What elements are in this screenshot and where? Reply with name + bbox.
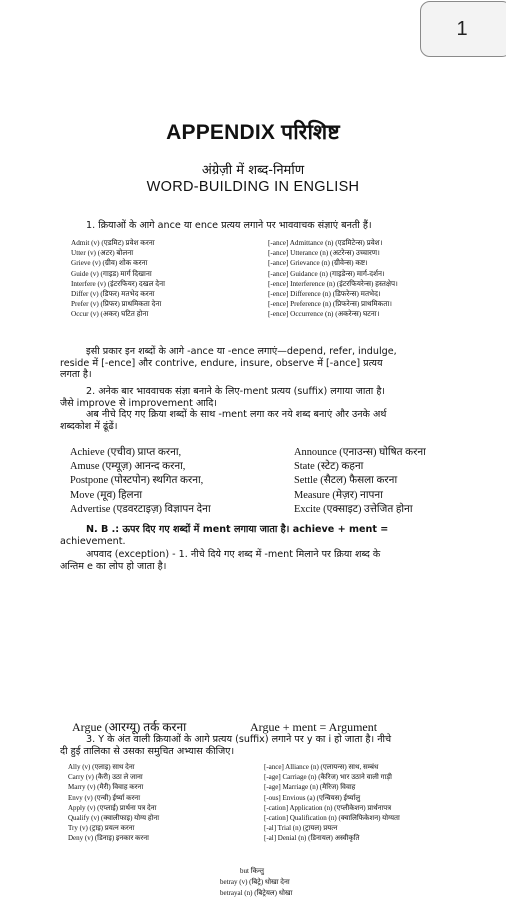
list-item: [-ence] Preference (n) (प्रिफरेन्स) प्राथमिकता। [268,300,392,309]
list-item: [-ence] Difference (n) (डिफरेन्स) मतभेद। [268,290,381,299]
nb-note [60,524,456,547]
text-line: 2. अनेक बार भाववाचक संज्ञा बनाने के लिए-ment प्रत्यय (suffix) लगाया जाता है। [86,386,386,397]
paragraph-ance-ence-note [60,346,456,381]
text-line: achievement. [60,535,126,547]
list-item: Advertise (एडवरटाइज़) विज्ञापन देना [70,503,211,515]
list-item: [-al] Trial (n) (ट्रायल) प्रयत्न [264,824,338,833]
rule-2 [60,386,456,432]
list-item: Amuse (एम्यूज़) आनन्द करना, [70,461,186,473]
list-item: [-ence] Occurrence (n) (अकरेन्स) घटना। [268,310,380,319]
list-item: [-ance] Utterance (n) (अटरेन्स) उच्चारण। [268,249,380,258]
list-item: Ally (v) (एलाइ) साथ देना [68,763,135,771]
page-number-badge[interactable]: 1 [420,1,506,57]
pairs-right-column [264,762,400,844]
text-line: शब्दकोश में ढूंढें। [60,420,118,432]
list-item: [-ance] Guidance (n) (गाइडेन्स) मार्ग-दर्शन। [268,269,385,278]
text-line: reside में [-ence] और contrive, endure, insure, observe में [-ance] प्रत्यय [60,357,383,369]
text-line: इसी प्रकार इन शब्दों के आगे -ance या -ence लगाएं—depend, refer, indulge, [86,346,397,357]
list-item: [-al] Denial (n) (डिनायल) अस्वीकृति [264,834,360,843]
list-item: Apply (v) (एप्लाई) प्रार्थना पत्र देना [68,803,157,812]
pairs-left-column [68,762,159,844]
exception-note [60,549,456,572]
pairs-left-column [71,238,165,320]
text-line: अन्तिम e का लोप हो जाता है। [60,560,167,572]
list-item: Postpone (पोस्टपोन) स्थगित करना, [70,475,204,487]
list-item: Carry (v) (कैरी) उठा ले जाना [68,773,143,782]
rule-3 [60,734,456,757]
list-item: Measure (मेज़र) नापना [294,489,383,501]
list-item: Occur (v) (अकर) घटित होना [71,310,149,319]
text-line: दी हुई तालिका से उसका समुचित अभ्यास कीजिए। [60,745,235,757]
pairs-right-column [268,238,398,320]
list-item: Grieve (v) (ग्रीव) शोक करना [71,259,148,268]
list-item: [-cation] Application (n) (एप्लीकेशन) प्रार्थनापत्र [264,803,392,812]
text-line: अब नीचे दिए गए क्रिया शब्दों के साथ -ment लगा कर नये शब्द बनाएं और उनके अर्थ [86,409,387,421]
list-item: Utter (v) (अटर) बोलना [71,249,134,258]
pairs-ance-ence [71,238,451,322]
tail-betray: betray (v) (बिट्रे) धोखा देना [220,878,290,886]
argue-example [72,718,377,735]
list-item: [-ence] Interference (n) (इंटरफियरेन्स) हस्तक्षेप। [268,279,398,288]
argue-formula: Argue + ment = Argument [250,720,378,734]
list-item: Achieve (एचीव) प्राप्त करना, [70,447,182,458]
list-item: Move (मूव) हिलना [70,489,143,501]
list-item: Prefer (v) (प्रिफर) प्राथमिकता देना [71,300,162,309]
list-item: State (स्टेट) कहना [294,461,364,473]
list-item: Settle (सैटल) फैसला करना [294,475,398,487]
list-item: [-ance] Admittance (n) (एडमिटेन्स) प्रवेश। [268,239,383,247]
text-line: 3. Y के अंत वाली क्रियाओं के आगे प्रत्यय (suffix) लगाने पर y का i हो जाता है। नीचे [86,734,392,745]
list-item: [-ance] Grievance (n) (ग्रीवेन्स) कष्ट। [268,259,368,268]
list-item: [-age] Marriage (n) (मैरिज) विवाह [264,783,356,792]
list-item: Interfere (v) (इंटरफियर) दखल देना [71,279,165,288]
list-item: [-age] Carriage (n) (कैरिज) भार उठाने वाली गाड़ी [264,773,392,782]
list-item: Admit (v) (एडमिट) प्रवेश करना [71,239,155,247]
tail-but: but किन्तु [240,867,265,875]
list-item: [-ous] Envious (a) (एन्वियस) ईर्ष्यालु [264,793,361,802]
subtitle-english: WORD-BUILDING IN ENGLISH [146,179,360,195]
list-item: [-ance] Alliance (n) (एलायन्स) साथ, सम्बंध [264,763,379,771]
rule-1: 1. क्रियाओं के आगे ance या ence प्रत्यय लगाने पर भाववाचक संज्ञाएं बनती हैं। [86,220,372,231]
pairs-y-to-i [68,762,448,846]
subtitle-hindi: अंग्रेज़ी में शब्द-निर्माण [201,163,305,178]
list-item: Announce (एनाउन्स) घोषित करना [294,447,426,458]
list-item: Excite (एक्साइट) उत्तेजित होना [294,503,413,515]
list-item: Qualify (v) (क्वालीफाइ) योग्य होना [68,814,160,823]
list-item: Envy (v) (एन्वी) ईर्ष्या करना [68,793,141,802]
list-item: Differ (v) (डिफर) मतभेद करना [71,290,155,299]
text-line: जैसे improve से improvement आदि। [60,397,217,409]
list-item: Guide (v) (गाइड) मार्ग दिखाना [71,269,152,278]
ment-word-grid [70,446,460,520]
list-item: Try (v) (ट्राइ) प्रयत्न करना [68,824,135,833]
argue-definition: Argue (आरग्यू) तर्क करना [72,720,187,734]
tail-betrayal: betrayal (n) (बिट्रेयल) धोखा [220,889,293,897]
grid-left-column [70,446,211,517]
list-item: [-cation] Qualification (n) (क्वालिफिकेशन) योग्यता [264,814,400,823]
page-title: APPENDIX परिशिष्ट [166,121,340,144]
text-line: अपवाद (exception) - 1. नीचे दिये गए शब्द में -ment मिलाने पर क्रिया शब्द के [86,549,381,560]
text-line: लगता है। [60,369,92,381]
list-item: Marry (v) (मैरी) विवाह करना [68,783,144,792]
grid-right-column [294,446,426,517]
list-item: Deny (v) (डिनाइ) इनकार करना [68,834,149,843]
text-line: N. B .: ऊपर दिए गए शब्दों में ment लगाया जाता है। achieve + ment = [86,524,389,535]
